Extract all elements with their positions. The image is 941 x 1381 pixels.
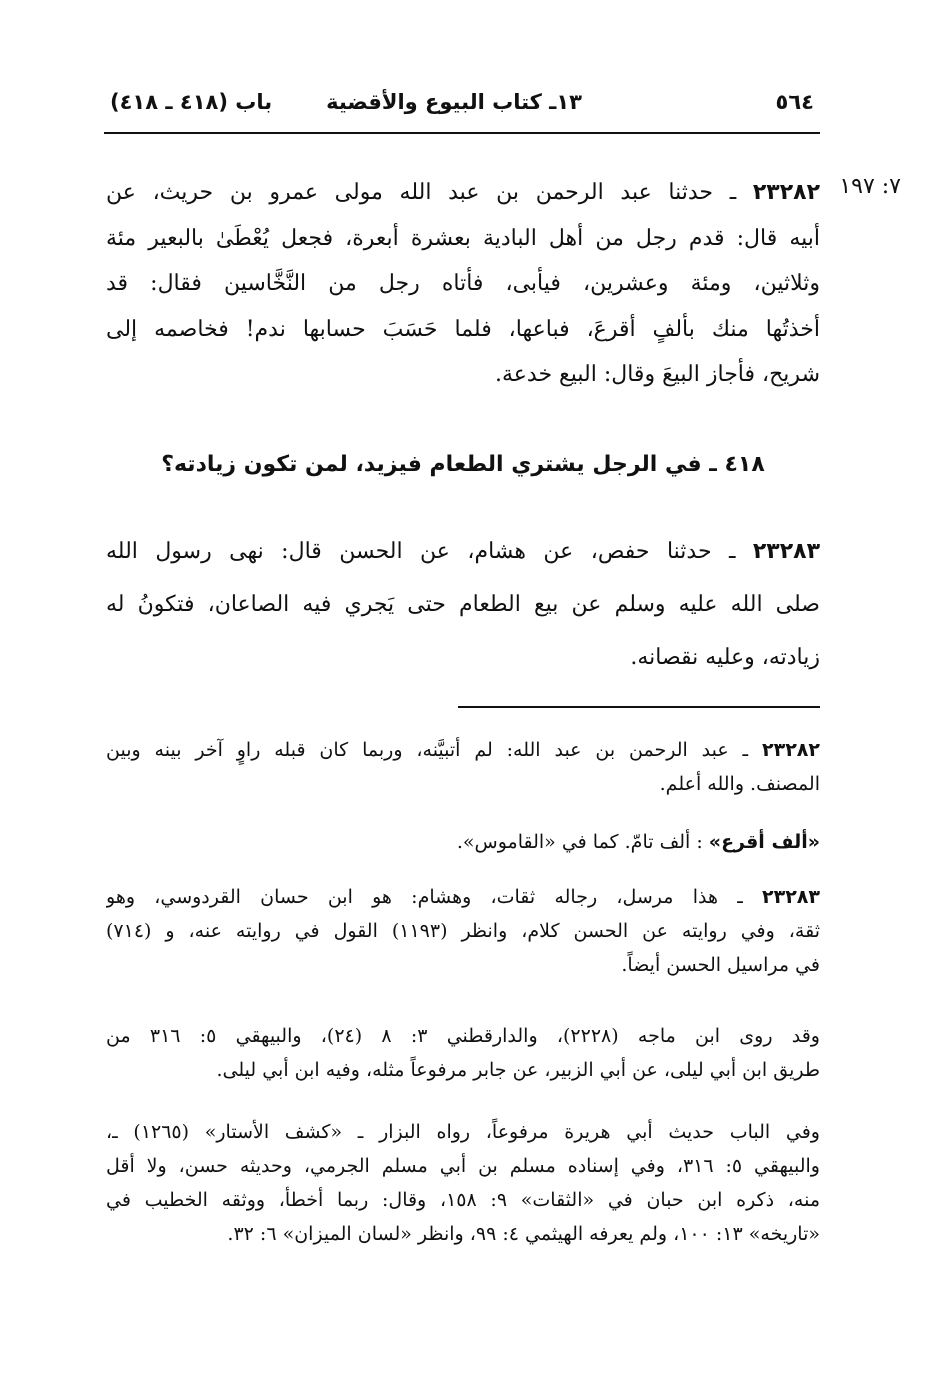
footnote-23283 bbox=[106, 880, 820, 982]
footnote-line: ٢٣٢٨٢ ـ عبد الرحمن بن عبد الله: لم أتبيَّنه، وربما كان قبله راوٍ آخر بينه وبين bbox=[106, 739, 820, 761]
footnote-line: وقد روى ابن ماجه (٢٢٢٨)، والدارقطني ٣: ٨ (٢٤)، والبيهقي ٥: ٣١٦ من bbox=[106, 1025, 820, 1047]
hadith-line: زيادته، وعليه نقصانه. bbox=[630, 645, 820, 670]
footnote-ibn-majah bbox=[106, 1019, 820, 1087]
footnote-number: ٢٣٢٨٣ bbox=[762, 886, 820, 908]
hadith-23282 bbox=[106, 170, 820, 398]
chapter-heading: ٤١٨ ـ في الرجل يشتري الطعام فيزيد، لمن تكون زيادته؟ bbox=[161, 452, 765, 477]
bab-range: باب (٤١٨ ـ ٤١٨) bbox=[110, 90, 273, 114]
hadith-line: وثلاثين، ومئة وعشرين، فيأبى، فأتاه رجل من النَّخَّاسين فقال: قد bbox=[106, 271, 820, 296]
running-header bbox=[108, 84, 820, 124]
hadith-line: ٢٣٢٨٣ ـ حدثنا حفص، عن هشام، عن الحسن قال: نهى رسول الله bbox=[106, 539, 820, 564]
hadith-line: ٢٣٢٨٢ ـ حدثنا عبد الرحمن بن عبد الله مولى عمرو بن حريث، عن bbox=[106, 180, 820, 205]
footnote-line: ٢٣٢٨٣ ـ هذا مرسل، رجاله ثقات، وهشام: هو ابن حسان القردوسي، وهو bbox=[106, 886, 820, 908]
footnote-line: ثقة، وفي روايته عن الحسن كلام، وانظر (١١٩٣) القول في روايته عنه، و (٧١٤) bbox=[106, 920, 820, 942]
margin-reference: ٧: ١٩٧ bbox=[839, 174, 901, 199]
footnote-term: «ألف أقرع» bbox=[708, 831, 820, 853]
hadith-line: أخذتُها منك بألفٍ أقرعَ، فباعها، فلما حَسَبَ حسابها ندم! فخاصمه إلى bbox=[106, 316, 820, 342]
footnote-abu-hurayra bbox=[106, 1115, 820, 1251]
footnote-line: في مراسيل الحسن أيضاً. bbox=[621, 954, 820, 976]
footnote-line: والبيهقي ٥: ٣١٦، وفي إسناده مسلم بن أبي مسلم الجرمي، وحديثه حسن، ولا أقل bbox=[106, 1155, 820, 1177]
footnote-line: المصنف. والله أعلم. bbox=[659, 773, 820, 795]
header-rule bbox=[104, 132, 820, 134]
footnote-23282 bbox=[106, 733, 820, 801]
hadith-23283 bbox=[106, 525, 820, 684]
footnote-line: «تاريخه» ١٣: ١٠٠، ولم يعرفه الهيثمي ٤: ٩٩، وانظر «لسان الميزان» ٦: ٣٢. bbox=[227, 1223, 820, 1245]
page-number: ٥٦٤ bbox=[775, 90, 814, 114]
hadith-line: صلى الله عليه وسلم عن بيع الطعام حتى يَجري فيه الصاعان، فتكونُ له bbox=[106, 592, 820, 617]
book-title: ١٣ـ كتاب البيوع والأقضية bbox=[326, 90, 582, 114]
footnote-number: ٢٣٢٨٢ bbox=[762, 739, 820, 761]
footnote-line: وفي الباب حديث أبي هريرة مرفوعاً، رواه البزار ـ «كشف الأستار» (١٢٦٥) ـ، bbox=[106, 1121, 820, 1143]
footnote-rule bbox=[458, 706, 820, 708]
hadith-line: شريح، فأجاز البيعَ وقال: البيع خدعة. bbox=[494, 362, 820, 387]
hadith-number: ٢٣٢٨٣ bbox=[752, 539, 820, 564]
footnote-line: منه، ذكره ابن حبان في «الثقات» ٩: ١٥٨، وقال: ربما أخطأ، ووثقه الخطيب في bbox=[106, 1189, 820, 1211]
hadith-number: ٢٣٢٨٢ bbox=[752, 180, 820, 205]
hadith-line: أبيه قال: قدم رجل من أهل البادية بعشرة أبعرة، فجعل يُعْطَىٰ بالبعير مئة bbox=[106, 225, 820, 251]
footnote-alf-aqra bbox=[106, 825, 820, 859]
footnote-line: «ألف أقرع» : ألف تامّ. كما في «القاموس». bbox=[456, 831, 820, 853]
footnote-line: طريق ابن أبي ليلى، عن أبي الزبير، عن جابر مرفوعاً مثله، وفيه ابن أبي ليلى. bbox=[216, 1059, 820, 1081]
